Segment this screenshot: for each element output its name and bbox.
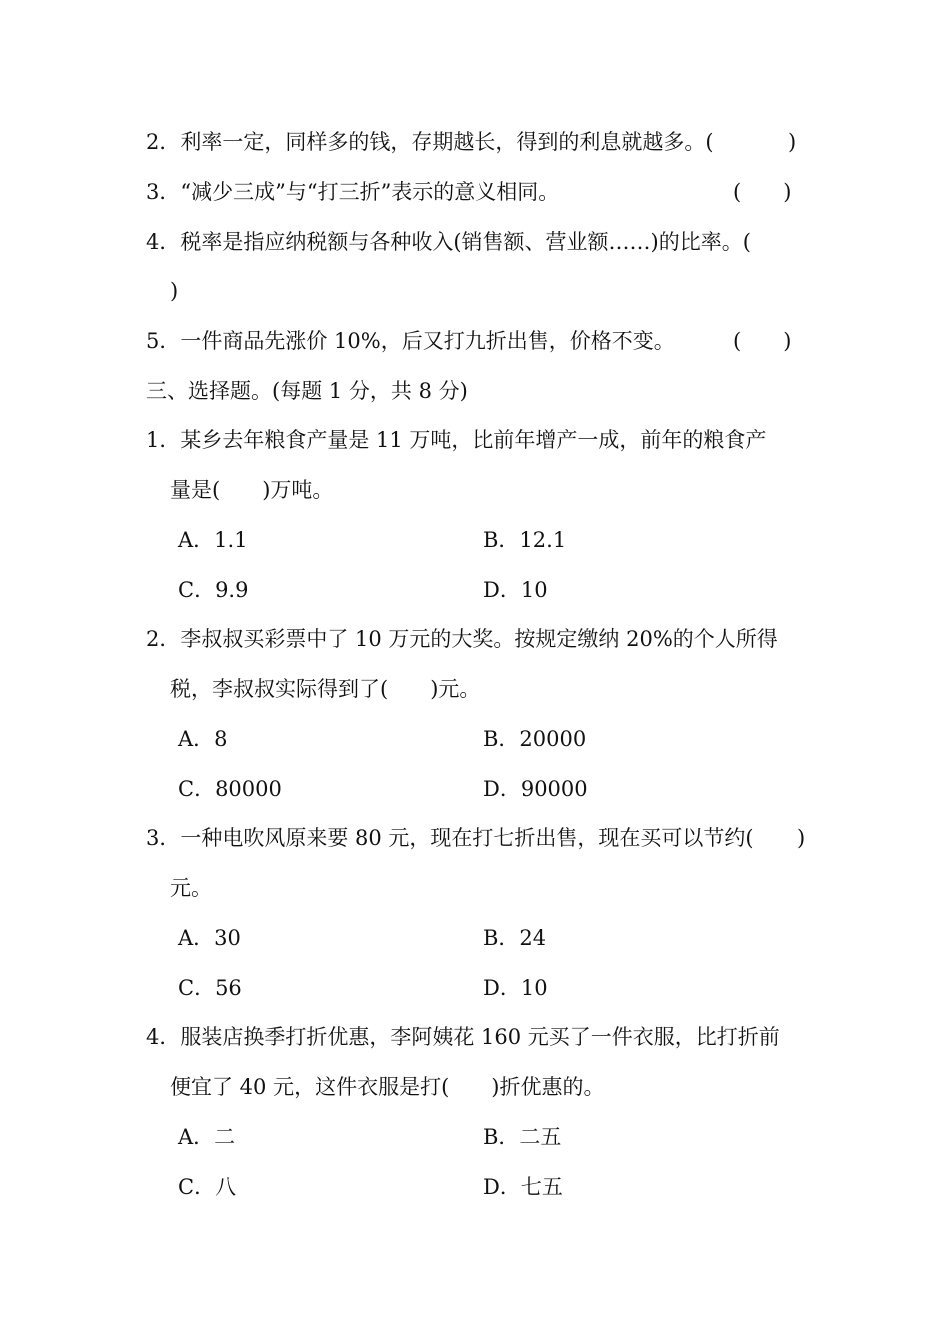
mc-question-3-cont: 元。 — [170, 876, 212, 900]
mc-question-2-cont: 税，李叔叔实际得到了( )元。 — [170, 677, 481, 701]
tf-item-3-answer-paren: ( ) — [733, 180, 792, 204]
tf-item-5-answer-paren: ( ) — [733, 329, 792, 353]
mc-question-4-cont: 便宜了 40 元，这件衣服是打( )折优惠的。 — [170, 1075, 605, 1099]
mc-1-option-c: C．9.9 — [178, 578, 249, 602]
mc-4-option-d: D．七五 — [483, 1175, 563, 1199]
tf-item-2-answer-paren: ) — [788, 130, 797, 154]
mc-3-option-b: B．24 — [483, 926, 547, 950]
mc-question-1-cont: 量是( )万吨。 — [170, 478, 334, 502]
mc-2-option-c: C．80000 — [178, 777, 282, 801]
mc-3-option-c: C．56 — [178, 976, 242, 1000]
mc-4-option-b: B．二五 — [483, 1125, 562, 1149]
mc-2-option-a: A．8 — [178, 727, 228, 751]
tf-item-3: 3．“减少三成”与“打三折”表示的意义相同。 — [146, 180, 560, 204]
mc-question-1: 1．某乡去年粮食产量是 11 万吨，比前年增产一成，前年的粮食产 — [146, 428, 767, 452]
mc-question-3-close-paren: ) — [797, 826, 806, 850]
mc-4-option-a: A．二 — [178, 1125, 236, 1149]
mc-question-2: 2．李叔叔买彩票中了 10 万元的大奖。按规定缴纳 20%的个人所得 — [146, 627, 778, 651]
mc-3-option-d: D．10 — [483, 976, 548, 1000]
mc-1-option-a: A．1.1 — [178, 528, 248, 552]
mc-1-option-d: D．10 — [483, 578, 548, 602]
mc-question-4: 4．服装店换季打折优惠，李阿姨花 160 元买了一件衣服，比打折前 — [146, 1025, 780, 1049]
tf-item-4: 4．税率是指应纳税额与各种收入(销售额、营业额……)的比率。( — [146, 230, 751, 254]
tf-item-5: 5．一件商品先涨价 10%，后又打九折出售，价格不变。 — [146, 329, 675, 353]
mc-1-option-b: B．12.1 — [483, 528, 567, 552]
mc-question-3: 3．一种电吹风原来要 80 元，现在打七折出售，现在买可以节约( — [146, 826, 754, 850]
mc-4-option-c: C．八 — [178, 1175, 237, 1199]
mc-3-option-a: A．30 — [178, 926, 241, 950]
section-heading: 三、选择题。(每题 1 分，共 8 分) — [146, 379, 468, 403]
mc-2-option-d: D．90000 — [483, 777, 588, 801]
tf-item-2: 2．利率一定，同样多的钱，存期越长，得到的利息就越多。( — [146, 130, 714, 154]
tf-item-4-answer-paren: ) — [170, 279, 179, 303]
mc-2-option-b: B．20000 — [483, 727, 587, 751]
